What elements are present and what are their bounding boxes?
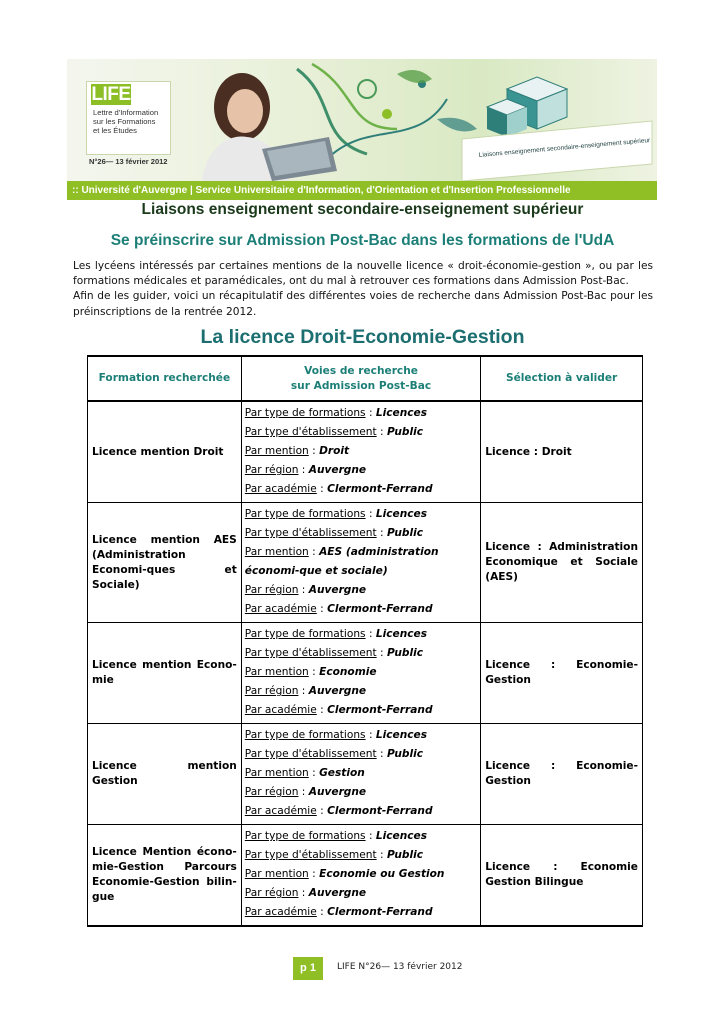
criteria-cell	[241, 503, 480, 623]
criteria-line	[245, 663, 477, 682]
header-voies-line: sur Admission Post-Bac	[290, 379, 432, 392]
section-title-liaisons: Liaisons enseignement secondaire-enseignement supérieur	[141, 201, 584, 218]
table-row	[88, 724, 643, 825]
university-strip: :: Université d'Auvergne | Service Universitaire d'Information, d'Orientation et d'Insertion Professionnelle	[67, 181, 657, 200]
intro-paragraph: Afin de les guider, voici un récapitulatif des différentes voies de recherche dans Admission Post-Bac pour les préinscriptions de la rentrée 2012.	[73, 290, 653, 318]
criteria-separator: :	[298, 685, 309, 697]
criteria-value: Clermont-Ferrand	[327, 704, 433, 716]
life-subtitle-line: sur les Formations	[93, 117, 156, 126]
criteria-label: Par mention	[244, 767, 309, 779]
criteria-value: Clermont-Ferrand	[327, 483, 433, 495]
criteria-line	[245, 802, 477, 821]
criteria-line	[245, 524, 477, 543]
criteria-label: Par académie	[244, 704, 317, 716]
footer-issue: LIFE N°26— 13 février 2012	[337, 962, 463, 972]
selection-cell: Licence : Economie Gestion Bilingue	[481, 825, 643, 927]
criteria-line	[245, 404, 477, 423]
criteria-label: Par région	[244, 786, 299, 798]
criteria-label: Par académie	[244, 906, 317, 918]
criteria-separator: :	[298, 464, 309, 476]
criteria-value: Licences	[375, 628, 428, 640]
criteria-line	[245, 442, 477, 461]
criteria-label: Par type d'établissement	[244, 426, 377, 438]
criteria-separator: :	[376, 748, 387, 760]
criteria-label: Par type de formations	[244, 508, 366, 520]
criteria-value: Gestion	[319, 767, 365, 779]
life-logo-box	[86, 81, 171, 155]
criteria-value: Auvergne	[308, 685, 367, 697]
criteria-line	[245, 543, 477, 581]
criteria-label: Par région	[244, 887, 299, 899]
criteria-line	[245, 423, 477, 442]
criteria-separator: :	[316, 483, 328, 495]
criteria-value: Auvergne	[308, 887, 367, 899]
life-logo: LIFE	[91, 84, 131, 105]
criteria-label: Par type d'établissement	[244, 849, 377, 861]
criteria-line	[245, 461, 477, 480]
criteria-separator: :	[316, 805, 328, 817]
table-row	[88, 401, 643, 503]
table-row	[88, 825, 643, 927]
criteria-line	[245, 600, 477, 619]
selection-cell: Licence : Droit	[481, 401, 643, 503]
article-title: Se préinscrire sur Admission Post-Bac dans les formations de l'UdA	[110, 232, 615, 249]
criteria-cell	[241, 623, 480, 724]
criteria-line	[245, 884, 477, 903]
table-body	[88, 401, 643, 926]
criteria-value: Licences	[375, 407, 428, 419]
criteria-label: Par type de formations	[244, 628, 366, 640]
formation-cell: Licence mention Gestion	[88, 724, 242, 825]
criteria-label: Par type de formations	[244, 729, 366, 741]
criteria-line	[245, 505, 477, 524]
formation-cell: Licence Mention écono-mie-Gestion Parcours Economie-Gestion bilin-gue	[88, 825, 242, 927]
criteria-label: Par type d'établissement	[244, 527, 377, 539]
criteria-label: Par académie	[244, 603, 317, 615]
criteria-separator: :	[308, 868, 320, 880]
criteria-value: AES (administration économi-que et sociale)	[244, 546, 439, 577]
book-caption: Liaisons enseignement secondaire-enseignement supérieur	[478, 137, 651, 159]
intro-text	[73, 259, 653, 320]
criteria-cell	[241, 825, 480, 927]
criteria-value: Droit	[319, 445, 350, 457]
header-banner	[67, 59, 657, 200]
criteria-label: Par académie	[244, 805, 317, 817]
criteria-value: Licences	[375, 729, 428, 741]
page-number: p 1	[293, 957, 323, 980]
criteria-line	[245, 581, 477, 600]
criteria-label: Par type de formations	[244, 830, 366, 842]
criteria-separator: :	[365, 628, 376, 640]
criteria-line	[245, 865, 477, 884]
criteria-separator: :	[376, 527, 387, 539]
intro-paragraph: Les lycéens intéressés par certaines mentions de la nouvelle licence « droit-économie-gestion », ou par les formations médicales et paramédicales, ont du mal à retrouver ces formations dans Admission Post-Bac.	[73, 260, 653, 288]
life-subtitle-line: Lettre d'Information	[93, 108, 159, 117]
criteria-separator: :	[308, 767, 320, 779]
header-selection: Sélection à valider	[481, 356, 643, 401]
criteria-separator: :	[316, 906, 328, 918]
criteria-line	[245, 783, 477, 802]
criteria-label: Par mention	[244, 546, 309, 558]
criteria-value: Auvergne	[308, 464, 367, 476]
criteria-value: Auvergne	[308, 584, 367, 596]
criteria-label: Par mention	[244, 666, 309, 678]
criteria-separator: :	[376, 849, 387, 861]
criteria-value: Public	[386, 426, 424, 438]
selection-cell: Licence : Economie-Gestion	[481, 623, 643, 724]
criteria-separator: :	[308, 546, 320, 558]
selection-cell: Licence : Administration Economique et Sociale (AES)	[481, 503, 643, 623]
life-subtitle-line: et les Études	[93, 126, 137, 135]
criteria-value: Licences	[375, 830, 428, 842]
criteria-value: Clermont-Ferrand	[327, 906, 433, 918]
life-subtitle	[93, 108, 171, 135]
criteria-line	[245, 827, 477, 846]
table-row	[88, 503, 643, 623]
criteria-line	[245, 480, 477, 499]
criteria-label: Par type d'établissement	[244, 748, 377, 760]
issue-number: N°26— 13 février 2012	[89, 157, 168, 166]
table-row	[88, 623, 643, 724]
cube-stack-icon	[487, 77, 567, 137]
formation-cell: Licence mention Droit	[88, 401, 242, 503]
criteria-value: Clermont-Ferrand	[327, 805, 433, 817]
criteria-separator: :	[308, 445, 320, 457]
criteria-label: Par mention	[244, 445, 309, 457]
selection-cell: Licence : Economie-Gestion	[481, 724, 643, 825]
criteria-value: Public	[386, 647, 424, 659]
criteria-separator: :	[298, 786, 309, 798]
criteria-line	[245, 726, 477, 745]
criteria-separator: :	[365, 407, 376, 419]
criteria-separator: :	[298, 584, 309, 596]
criteria-line	[245, 846, 477, 865]
table-title: La licence Droit-Economie-Gestion	[200, 326, 525, 348]
criteria-separator: :	[316, 704, 328, 716]
criteria-separator: :	[376, 426, 387, 438]
header-voies	[241, 356, 480, 401]
criteria-line	[245, 903, 477, 922]
criteria-value: Public	[386, 527, 424, 539]
criteria-value: Auvergne	[308, 786, 367, 798]
criteria-label: Par type d'établissement	[244, 647, 377, 659]
criteria-value: Licences	[375, 508, 428, 520]
criteria-line	[245, 644, 477, 663]
criteria-label: Par région	[244, 685, 299, 697]
header-voies-line: Voies de recherche	[304, 364, 418, 377]
formations-table	[87, 355, 643, 927]
criteria-separator: :	[298, 887, 309, 899]
criteria-line	[245, 625, 477, 644]
criteria-separator: :	[316, 603, 328, 615]
criteria-label: Par académie	[244, 483, 317, 495]
criteria-line	[245, 701, 477, 720]
criteria-separator: :	[308, 666, 320, 678]
header-formation: Formation recherchée	[88, 356, 242, 401]
criteria-label: Par mention	[244, 868, 309, 880]
formation-cell: Licence mention AES (Administration Economi-ques et Sociale)	[88, 503, 242, 623]
criteria-line	[245, 745, 477, 764]
criteria-line	[245, 764, 477, 783]
criteria-label: Par région	[244, 464, 299, 476]
criteria-separator: :	[365, 830, 376, 842]
criteria-value: Clermont-Ferrand	[327, 603, 433, 615]
criteria-label: Par région	[244, 584, 299, 596]
criteria-value: Economie	[319, 666, 377, 678]
criteria-cell	[241, 724, 480, 825]
criteria-separator: :	[376, 647, 387, 659]
criteria-value: Public	[386, 849, 424, 861]
criteria-separator: :	[365, 508, 376, 520]
criteria-value: Public	[386, 748, 424, 760]
criteria-separator: :	[365, 729, 376, 741]
criteria-value: Economie ou Gestion	[319, 868, 445, 880]
criteria-cell	[241, 401, 480, 503]
formation-cell: Licence mention Econo-mie	[88, 623, 242, 724]
criteria-label: Par type de formations	[244, 407, 366, 419]
table-header-row	[88, 356, 643, 401]
criteria-line	[245, 682, 477, 701]
